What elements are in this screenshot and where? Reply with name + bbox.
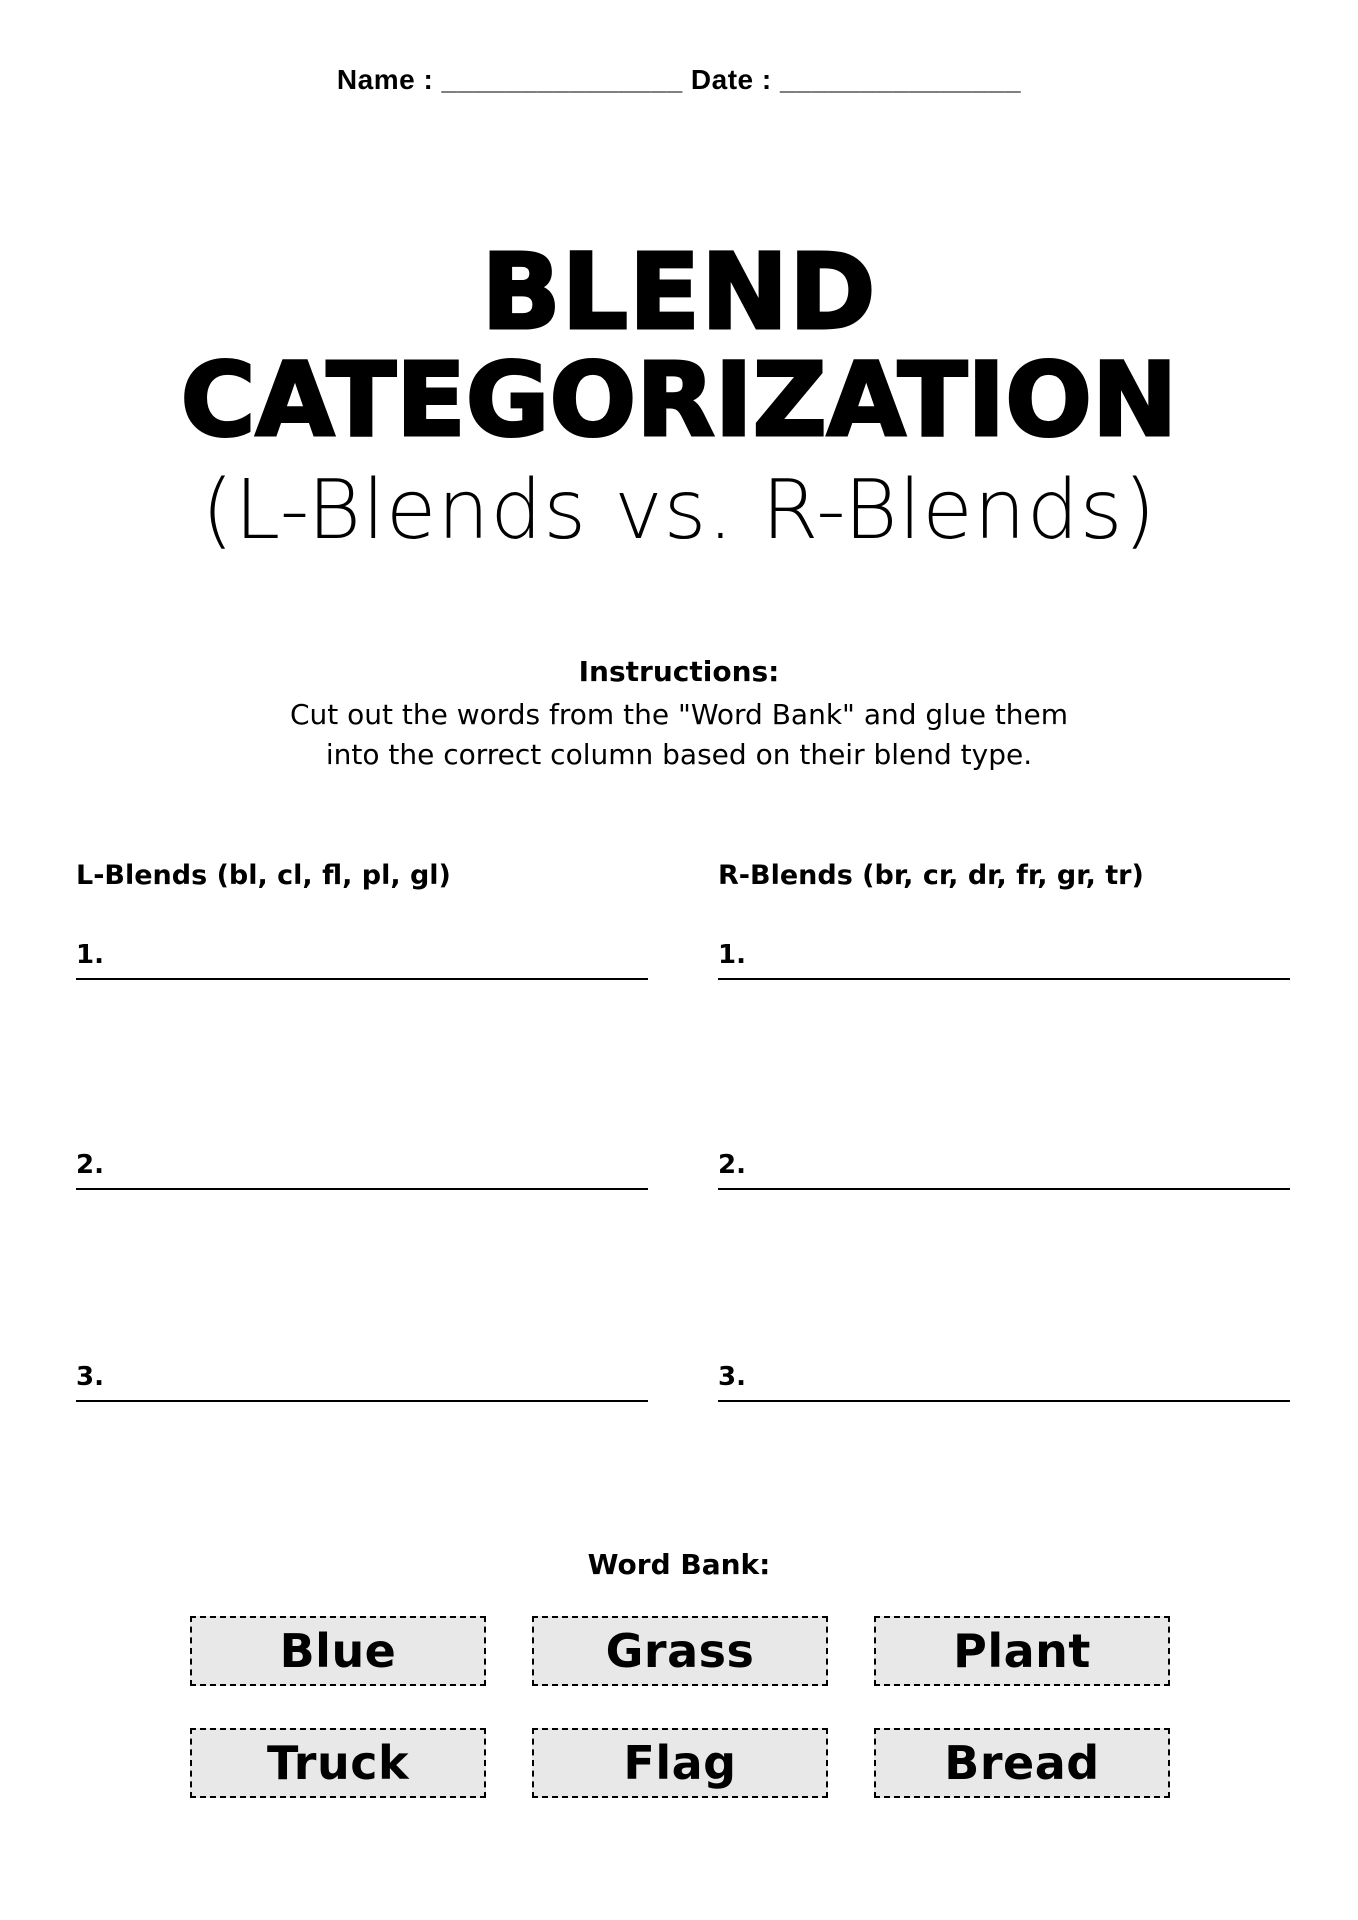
word-card-truck[interactable]: Truck (190, 1728, 486, 1798)
word-card-grass[interactable]: Grass (532, 1616, 828, 1686)
answer-number: 2. (718, 1150, 746, 1180)
word-card-blue[interactable]: Blue (190, 1616, 486, 1686)
r-blend-answer-line-2 (718, 1148, 1290, 1190)
instructions-line-2: into the correct column based on their blend type. (325, 738, 1033, 771)
instructions-heading: Instructions: (578, 655, 780, 688)
answer-number: 1. (76, 940, 104, 970)
word-card-plant[interactable]: Plant (874, 1616, 1170, 1686)
name-date-line: Name : _______________ Date : _______________ (336, 64, 1022, 95)
l-blends-header: L-Blends (bl, cl, fl, pl, gl) (76, 860, 451, 891)
answer-number: 2. (76, 1150, 104, 1180)
r-blend-answer-line-3 (718, 1360, 1290, 1402)
title-line-2: CATEGORIZATION (180, 341, 1178, 460)
r-blend-answer-line-1 (718, 938, 1290, 980)
answer-number: 3. (76, 1362, 104, 1392)
l-blend-answer-line-1 (76, 938, 648, 980)
answer-number: 3. (718, 1362, 746, 1392)
word-card-flag[interactable]: Flag (532, 1728, 828, 1798)
l-blend-answer-line-2 (76, 1148, 648, 1190)
instructions-line-1: Cut out the words from the "Word Bank" and glue them (289, 698, 1069, 731)
word-card-bread[interactable]: Bread (874, 1728, 1170, 1798)
title-line-1: BLEND (481, 231, 877, 353)
l-blend-answer-line-3 (76, 1360, 648, 1402)
r-blends-header: R-Blends (br, cr, dr, fr, gr, tr) (718, 860, 1144, 891)
subtitle: (L-Blends vs. R-Blends) (201, 463, 1157, 558)
answer-number: 1. (718, 940, 746, 970)
instructions-text (0, 695, 1358, 775)
word-bank-heading: Word Bank: (587, 1548, 771, 1581)
